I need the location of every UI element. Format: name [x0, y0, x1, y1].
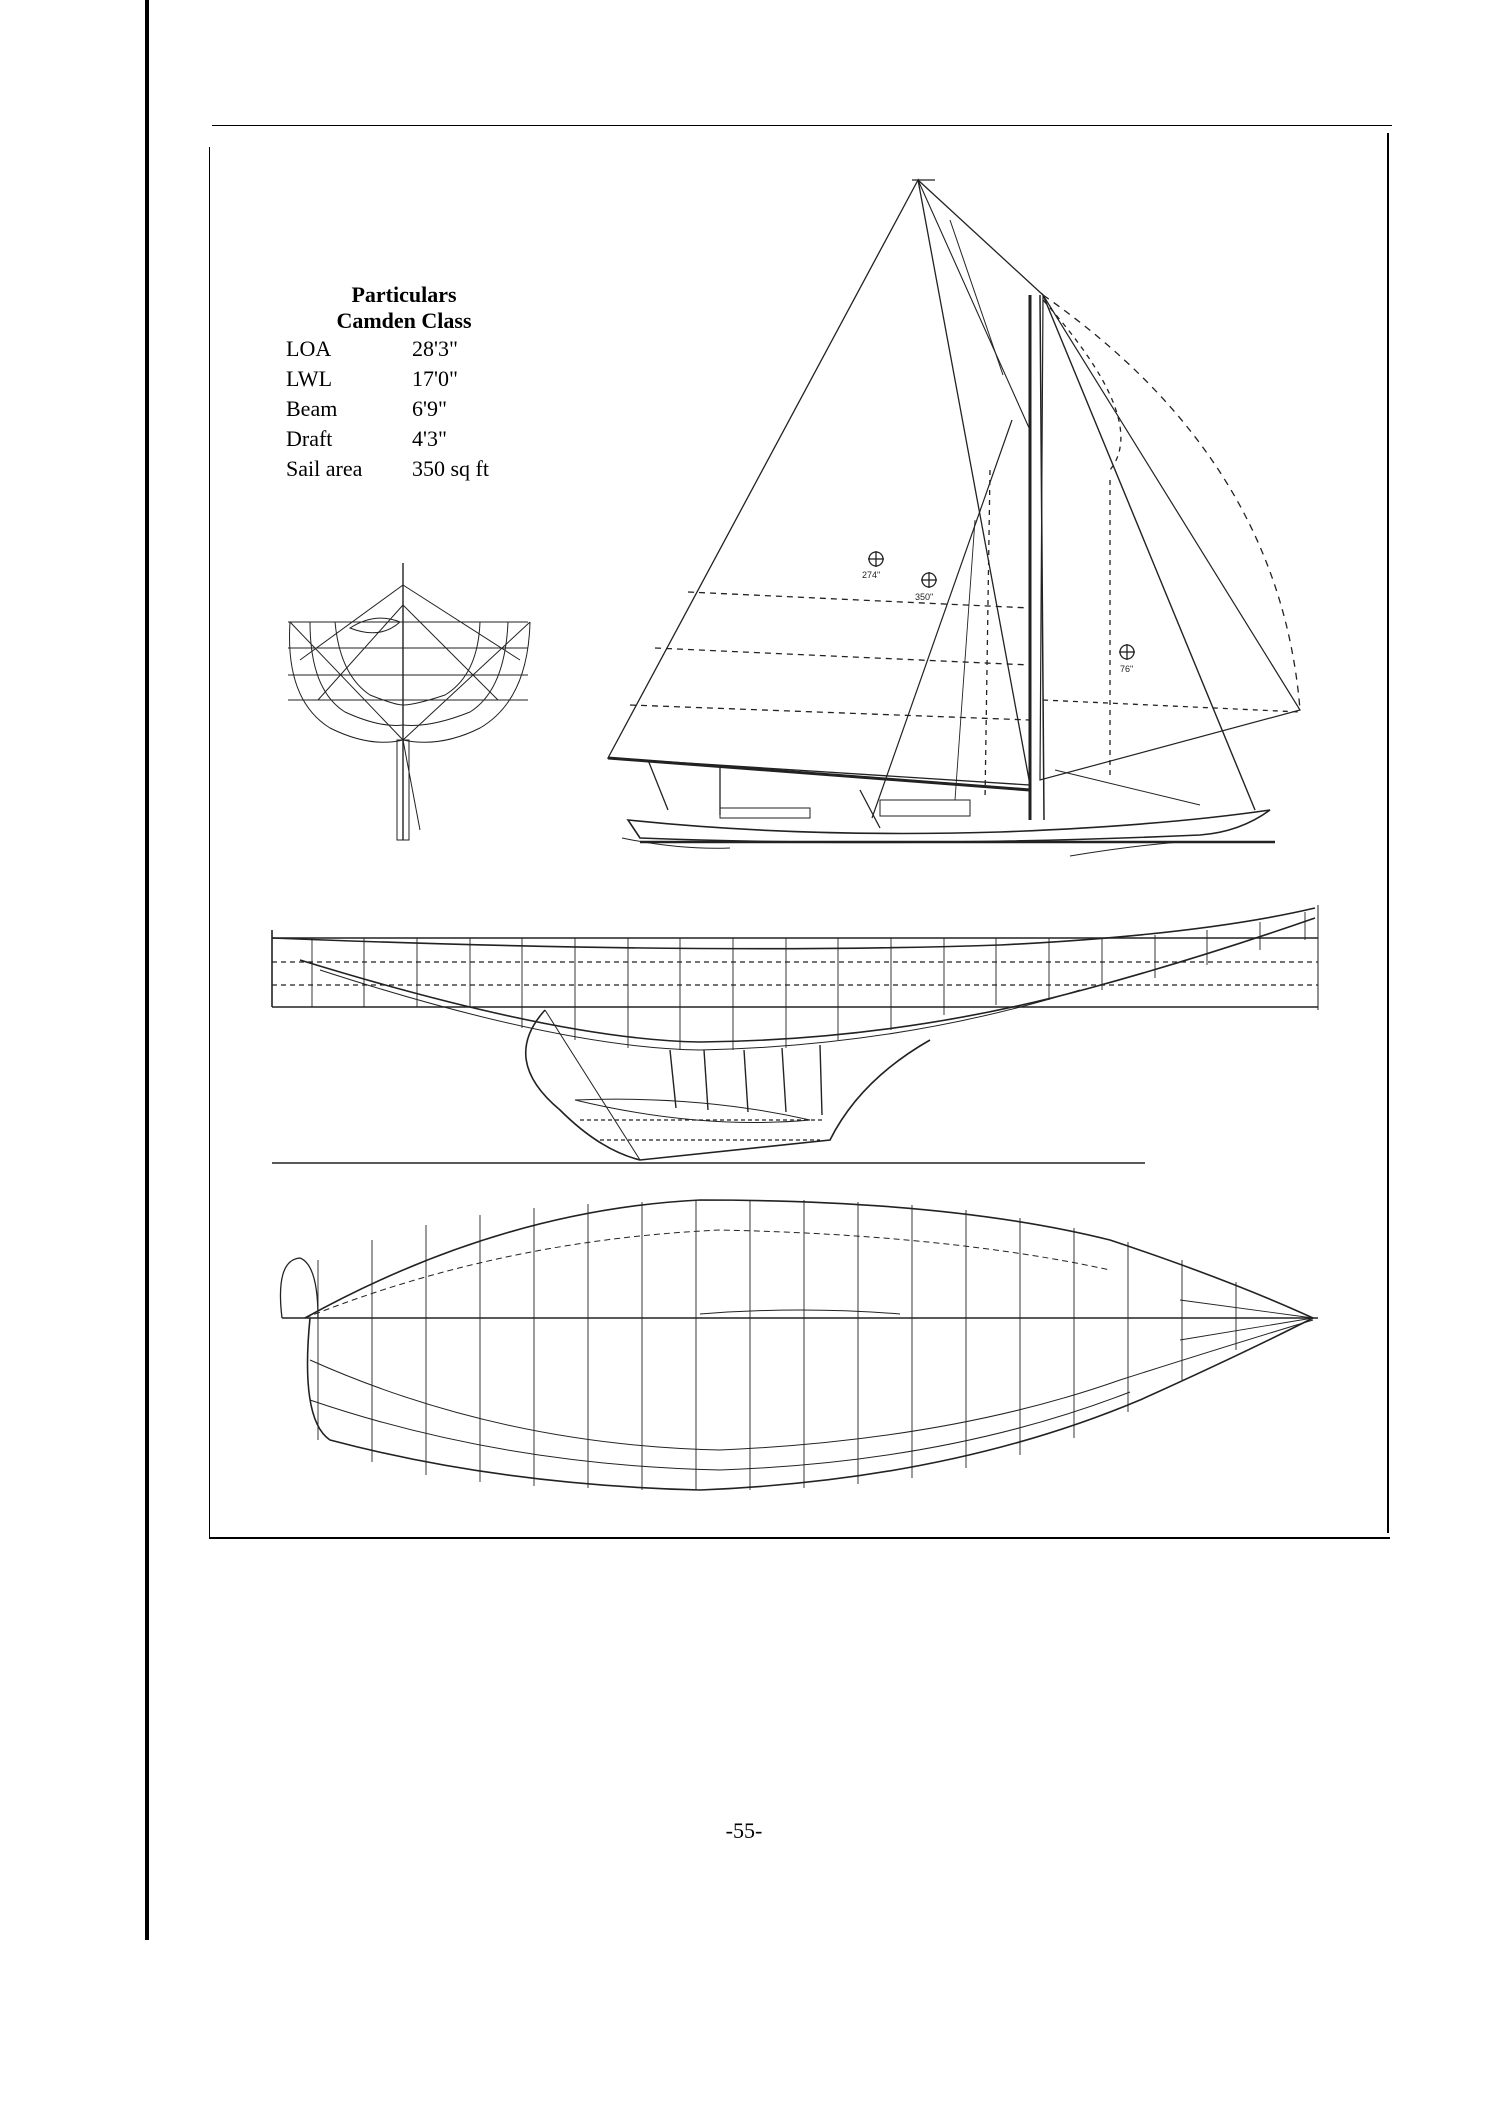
sail-plan — [608, 180, 1300, 856]
profile-plan — [272, 905, 1318, 1163]
spec-value: 350 sq ft — [412, 456, 489, 481]
centre-of-effort-marker — [1119, 644, 1135, 660]
sail-area-label: 76" — [1120, 664, 1134, 674]
spec-label: Draft — [286, 426, 333, 451]
centre-of-effort-marker — [868, 551, 884, 567]
sail-area-label: 274" — [862, 570, 881, 580]
spec-label: Sail area — [286, 456, 363, 481]
body-plan — [288, 563, 530, 840]
particulars-subtitle: Camden Class — [336, 308, 472, 333]
spec-label: LOA — [286, 336, 332, 361]
centre-of-effort-marker — [921, 572, 937, 588]
half-breadth-plan — [280, 1200, 1318, 1490]
spec-value: 28'3" — [412, 336, 458, 361]
spec-value: 6'9" — [412, 396, 447, 421]
spec-value: 17'0" — [412, 366, 458, 391]
particulars-title: Particulars — [351, 282, 457, 307]
sail-area-label: 350" — [915, 592, 934, 602]
spec-label: LWL — [286, 366, 333, 391]
spec-value: 4'3" — [412, 426, 447, 451]
spec-label: Beam — [286, 396, 338, 421]
page-number: -55- — [725, 1818, 763, 1843]
